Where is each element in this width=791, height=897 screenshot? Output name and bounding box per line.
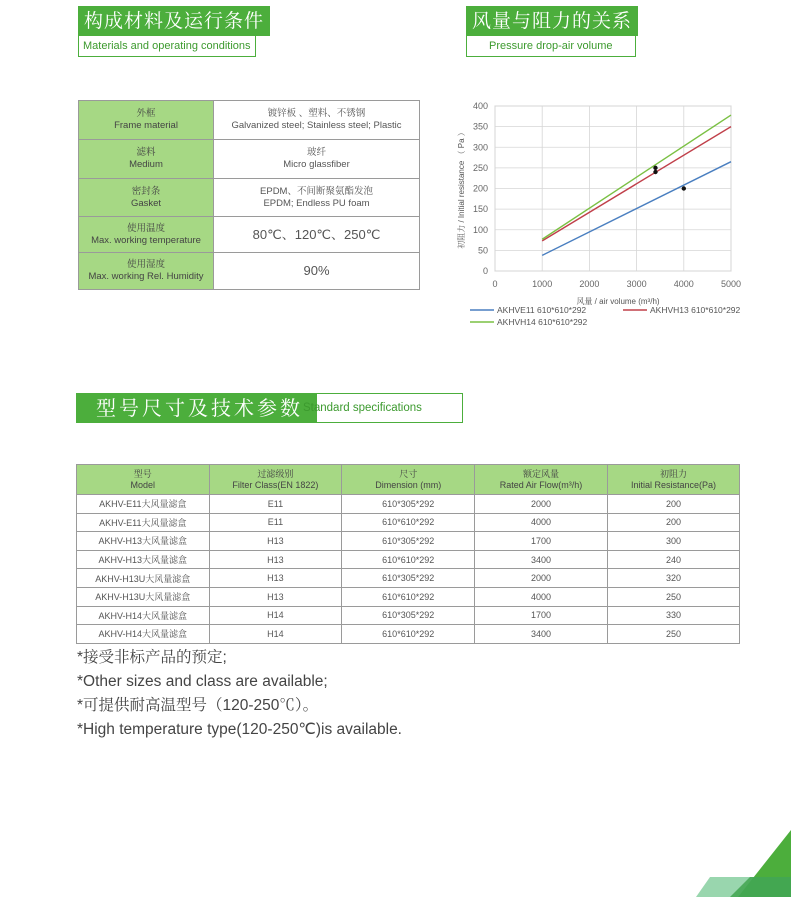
y-axis-label: 初阻力 / Initial resistance （ Pa ） xyxy=(457,128,466,249)
materials-row xyxy=(79,101,420,140)
materials-value xyxy=(214,101,420,140)
materials-value xyxy=(214,253,420,290)
spec-cell: 4000 xyxy=(475,513,608,532)
note-line: *可提供耐高温型号（120-250℃）。 xyxy=(77,697,319,714)
materials-value-en: EPDM; Endless PU foam xyxy=(263,197,370,209)
materials-key-cn: 外框 xyxy=(136,108,156,119)
materials-value-en: Galvanized steel; Stainless steel; Plastic xyxy=(231,120,402,131)
spec-column-header xyxy=(475,465,608,495)
spec-cell: 4000 xyxy=(475,587,608,606)
materials-key xyxy=(79,179,214,217)
spec-header-en: Rated Air Flow(m³/h) xyxy=(499,479,583,490)
spec-column-header xyxy=(209,465,342,495)
legend-label: AKHVH13 610*610*292 xyxy=(650,305,741,315)
spec-cell: H14 xyxy=(209,606,342,625)
materials-value-text: 80℃、120℃、250℃ xyxy=(252,226,381,242)
materials-key xyxy=(79,217,214,253)
spec-cell: 610*305*292 xyxy=(342,606,475,625)
spec-header-en: Initial Resistance(Pa) xyxy=(630,479,716,490)
spec-header-cn: 额定风量 xyxy=(523,468,560,479)
spec-cell: AKHV-H14大风量滤盒 xyxy=(77,625,210,644)
spec-cell: AKHV-E11大风量滤盒 xyxy=(77,495,210,514)
spec-column-header xyxy=(607,465,739,495)
materials-key-en: Max. working temperature xyxy=(91,234,201,246)
spec-cell: AKHV-H14大风量滤盒 xyxy=(77,606,210,625)
x-tick-label: 2000 xyxy=(579,279,600,289)
materials-row xyxy=(79,179,420,217)
materials-key-cn: 使用温度 xyxy=(126,222,165,234)
materials-row xyxy=(79,140,420,179)
y-tick-label: 200 xyxy=(472,183,488,194)
materials-table xyxy=(78,100,420,290)
spec-title-en: Standard specifications xyxy=(303,402,422,414)
spec-cell: H13 xyxy=(209,550,342,569)
materials-value-cn: EPDM、不间断聚氨酯发泡 xyxy=(260,185,373,197)
spec-cell: 610*610*292 xyxy=(342,513,475,532)
y-tick-label: 0 xyxy=(482,266,488,276)
spec-cell: 610*610*292 xyxy=(342,587,475,606)
spec-cell: AKHV-H13大风量滤盒 xyxy=(77,550,210,569)
materials-value xyxy=(214,140,420,179)
spec-cell: AKHV-H13U大风量滤盒 xyxy=(77,569,210,588)
data-point xyxy=(653,166,657,170)
spec-cell: AKHV-E11大风量滤盒 xyxy=(77,513,210,532)
legend-label: AKHVE11 610*610*292 xyxy=(497,305,587,315)
materials-key-cn: 使用湿度 xyxy=(126,259,165,270)
spec-cell: 3400 xyxy=(475,625,608,644)
materials-row xyxy=(79,253,420,290)
y-tick-label: 400 xyxy=(472,101,488,111)
spec-cell: 240 xyxy=(607,550,739,569)
spec-cell: 610*610*292 xyxy=(342,625,475,644)
materials-key-en: Medium xyxy=(129,159,163,170)
spec-cell: 200 xyxy=(607,495,739,514)
materials-key xyxy=(79,253,214,290)
materials-title-en: Materials and operating conditions xyxy=(78,36,256,57)
x-tick-label: 5000 xyxy=(720,279,742,289)
spec-cell: 320 xyxy=(607,569,739,588)
materials-value-cn: 玻纤 xyxy=(306,147,326,158)
x-tick-label: 3000 xyxy=(626,279,647,289)
spec-cell: H13 xyxy=(209,587,342,606)
spec-cell: 610*610*292 xyxy=(342,550,475,569)
note-line: *High temperature type(120-250℃)is available. xyxy=(77,721,402,738)
spec-header-en: Filter Class(EN 1822) xyxy=(232,479,319,490)
spec-cell: 300 xyxy=(607,532,739,551)
y-tick-label: 150 xyxy=(472,204,488,215)
spec-cell: 3400 xyxy=(475,550,608,569)
y-tick-label: 100 xyxy=(472,224,488,235)
spec-cell: H13 xyxy=(209,532,342,551)
spec-row xyxy=(77,625,740,644)
spec-cell: E11 xyxy=(209,513,342,532)
spec-cell: E11 xyxy=(209,495,342,514)
materials-key xyxy=(79,101,214,140)
spec-cell: AKHV-H13大风量滤盒 xyxy=(77,532,210,551)
x-tick-label: 1000 xyxy=(532,279,553,289)
spec-header-en: Dimension (mm) xyxy=(375,479,442,490)
spec-header-en: Model xyxy=(130,479,156,490)
spec-cell: 200 xyxy=(607,513,739,532)
spec-row xyxy=(77,569,740,588)
spec-header-cn: 初阻力 xyxy=(659,468,687,479)
spec-cell: 250 xyxy=(607,587,739,606)
materials-title-cn: 构成材料及运行条件 xyxy=(78,6,270,36)
spec-header-cn: 型号 xyxy=(133,468,152,479)
corner-decoration xyxy=(690,830,791,897)
materials-value xyxy=(214,179,420,217)
materials-key-cn: 滤料 xyxy=(136,147,156,158)
spec-row xyxy=(77,606,740,625)
y-tick-label: 50 xyxy=(477,245,488,256)
spec-cell: H13 xyxy=(209,569,342,588)
x-tick-label: 4000 xyxy=(673,279,694,289)
legend-label: AKHVH14 610*610*292 xyxy=(497,317,588,327)
chart-title-en: Pressure drop-air volume xyxy=(466,36,636,57)
spec-cell: 610*305*292 xyxy=(342,532,475,551)
spec-cell: 610*305*292 xyxy=(342,495,475,514)
materials-value-text: 90% xyxy=(303,263,330,278)
y-tick-label: 250 xyxy=(472,162,488,173)
chart-title-cn: 风量与阻力的关系 xyxy=(466,6,638,36)
y-tick-label: 350 xyxy=(472,121,488,132)
data-point xyxy=(653,170,657,174)
spec-cell: 330 xyxy=(607,606,739,625)
spec-row xyxy=(77,513,740,532)
materials-value-cn: 镀锌板 、塑料、不锈钢 xyxy=(267,108,366,119)
spec-cell: 1700 xyxy=(475,606,608,625)
spec-column-header xyxy=(342,465,475,495)
notes xyxy=(77,646,402,742)
x-axis-label: 风量 / air volume (m³/h) xyxy=(576,297,660,306)
spec-row xyxy=(77,532,740,551)
x-tick-label: 0 xyxy=(492,279,498,289)
spec-cell: 1700 xyxy=(475,532,608,551)
spec-header-cn: 过滤级别 xyxy=(257,468,294,479)
note-line: *Other sizes and class are available; xyxy=(77,673,328,690)
note-line: *接受非标产品的预定; xyxy=(77,649,227,666)
spec-table xyxy=(76,464,740,644)
materials-row xyxy=(79,217,420,253)
spec-column-header xyxy=(77,465,210,495)
spec-row xyxy=(77,495,740,514)
spec-title-cn: 型号尺寸及技术参数 xyxy=(76,393,317,423)
spec-cell: 610*305*292 xyxy=(342,569,475,588)
spec-cell: 250 xyxy=(607,625,739,644)
spec-heading-underline xyxy=(76,422,463,423)
materials-key-en: Gasket xyxy=(130,197,162,209)
data-point xyxy=(682,186,686,190)
spec-row xyxy=(77,587,740,606)
materials-key xyxy=(79,140,214,179)
materials-value xyxy=(214,217,420,253)
y-tick-label: 300 xyxy=(472,142,488,153)
materials-key-en: Frame material xyxy=(114,120,178,131)
spec-cell: AKHV-H13U大风量滤盒 xyxy=(77,587,210,606)
spec-header-cn: 尺寸 xyxy=(399,468,418,479)
pressure-drop-chart xyxy=(440,96,780,336)
materials-key-cn: 密封条 xyxy=(131,185,161,197)
spec-cell: H14 xyxy=(209,625,342,644)
spec-cell: 2000 xyxy=(475,569,608,588)
materials-value-en: Micro glassfiber xyxy=(283,159,350,170)
spec-cell: 2000 xyxy=(475,495,608,514)
spec-row xyxy=(77,550,740,569)
materials-key-en: Max. working Rel. Humidity xyxy=(88,271,204,282)
